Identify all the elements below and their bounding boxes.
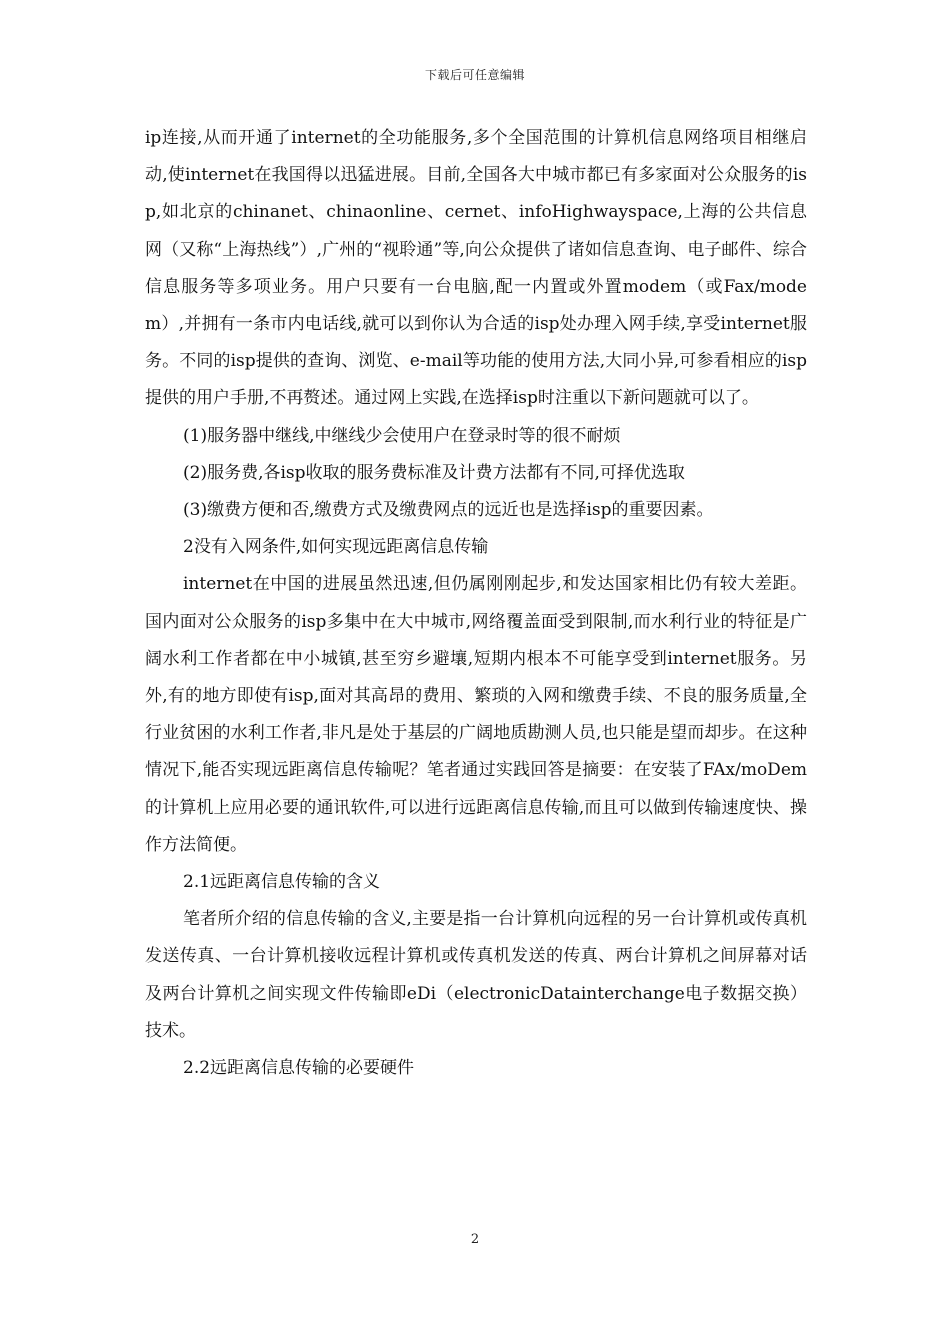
document-body (145, 120, 807, 1087)
section-heading-2-2: 2.2远距离信息传输的必要硬件 (183, 1058, 415, 1079)
list-item-trunk-lines: (1)服务器中继线,中继线少会使用户在登录时等的很不耐烦 (183, 425, 621, 446)
list-item-service-fee: (2)服务费,各isp收取的服务费标准及计费方法都有不同,可择优选取 (183, 462, 685, 483)
section-heading-2-1: 2.1远距离信息传输的含义 (183, 872, 381, 893)
page-number: 2 (470, 1232, 480, 1247)
paragraph-internet-development: internet在中国的进展虽然迅速,但仍属刚刚起步,和发达国家相比仍有较大差距。国内面对公众服务的isp多集中在大中城市,网络覆盖面受到限制,而水利行业的特征是广阔水利工作者都在中小城镇,甚至穷乡避壤,短期内根本不可能享受到internet服务。另外,有的地方即使有isp,面对其高昂的费用、繁琐的入网和缴费手续、不良的服务质量,全行业贫困的水利工作者,非凡是处于基层的广阔地质勘测人员,也只能是望而却步。在这种情况下,能否实现远距离信息传输呢？笔者通过实践回答是摘要：在安装了FAx/moDem的计算机上应用必要的通讯软件,可以进行远距离信息传输,而且可以做到传输速度快、操作方法简便。 (145, 574, 807, 855)
paragraph-isp-overview: ip连接,从而开通了internet的全功能服务,多个全国范围的计算机信息网络项目相继启动,使internet在我国得以迅猛进展。目前,全国各大中城市都已有多家面对公众服务的isp,如北京的chinanet、chinaonline、cernet、infoHighwayspace,上海的公共信息网（又称“上海热线”）,广州的“视聆通”等,向公众提供了诸如信息查询、电子邮件、综合信息服务等多项业务。用户只要有一台电脑,配一内置或外置modem（或Fax/modem）,并拥有一条市内电话线,就可以到你认为合适的isp处办理入网手续,享受internet服务。不同的isp提供的查询、浏览、e-mail等功能的使用方法,大同小异,可参看相应的isp提供的用户手册,不再赘述。通过网上实践,在选择isp时注重以下新问题就可以了。 (145, 128, 807, 409)
section-heading-2: 2没有入网条件,如何实现远距离信息传输 (183, 537, 489, 558)
page-header: 下载后可任意编辑 (424, 68, 525, 82)
list-item-payment: (3)缴费方便和否,缴费方式及缴费网点的远近也是选择isp的重要因素。 (183, 500, 714, 521)
paragraph-transmission-meaning: 笔者所介绍的信息传输的含义,主要是指一台计算机向远程的另一台计算机或传真机发送传真、一台计算机接收远程计算机或传真机发送的传真、两台计算机之间屏幕对话及两台计算机之间实现文件传输即eDi（electronicDatainterchange电子数据交换）技术。 (145, 909, 807, 1041)
